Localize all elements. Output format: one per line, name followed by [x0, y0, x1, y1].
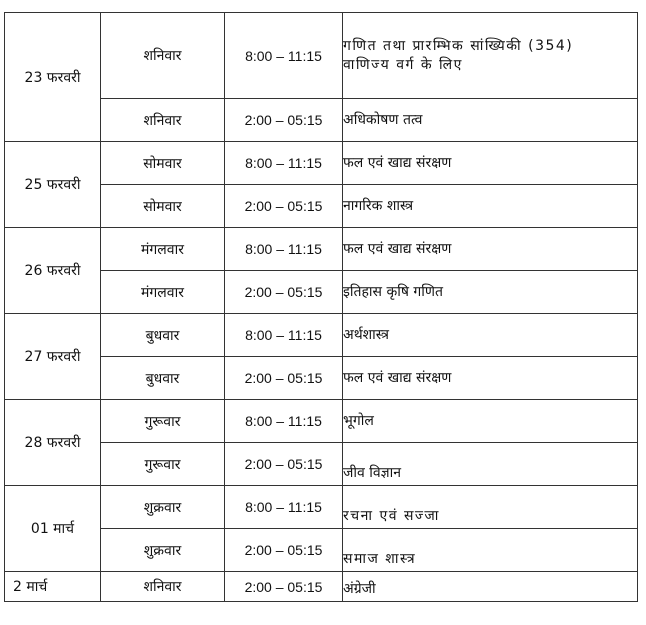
table-row — [5, 486, 638, 529]
exam-day: शनिवार — [101, 99, 225, 142]
exam-time: 2:00 – 05:15 — [225, 99, 343, 142]
exam-subject: फल एवं खाद्य संरक्षण — [343, 357, 638, 400]
exam-time: 8:00 – 11:15 — [225, 13, 343, 99]
exam-day: शनिवार — [101, 572, 225, 602]
exam-day: गुरूवार — [101, 400, 225, 443]
exam-subject-text: रचना एवं सज्जा — [343, 508, 440, 524]
exam-date: 27 फरवरी — [5, 314, 101, 400]
exam-subject — [343, 529, 638, 572]
exam-day: मंगलवार — [101, 228, 225, 271]
table-row — [5, 228, 638, 271]
table-row — [5, 572, 638, 602]
exam-subject — [343, 13, 638, 99]
exam-time: 2:00 – 05:15 — [225, 443, 343, 486]
table-row — [5, 400, 638, 443]
exam-subject-line1: गणित तथा प्रारम्भिक सांख्यिकी (354) — [343, 37, 574, 54]
exam-subject — [343, 486, 638, 529]
exam-subject: फल एवं खाद्य संरक्षण — [343, 142, 638, 185]
exam-subject: अधिकोषण तत्व — [343, 99, 638, 142]
exam-subject: अंग्रेजी — [343, 572, 638, 602]
exam-time: 2:00 – 05:15 — [225, 357, 343, 400]
exam-time: 8:00 – 11:15 — [225, 486, 343, 529]
exam-time: 8:00 – 11:15 — [225, 142, 343, 185]
exam-schedule-table — [4, 12, 638, 602]
exam-time: 2:00 – 05:15 — [225, 572, 343, 602]
exam-date: 2 मार्च — [5, 572, 101, 602]
exam-subject: इतिहास कृषि गणित — [343, 271, 638, 314]
exam-day: बुधवार — [101, 357, 225, 400]
exam-date: 01 मार्च — [5, 486, 101, 572]
exam-day: शनिवार — [101, 13, 225, 99]
table-row — [5, 142, 638, 185]
exam-time: 8:00 – 11:15 — [225, 400, 343, 443]
exam-date: 28 फरवरी — [5, 400, 101, 486]
exam-subject-line2: वाणिज्य वर्ग के लिए — [343, 56, 463, 73]
exam-time: 2:00 – 05:15 — [225, 271, 343, 314]
exam-subject: भूगोल — [343, 400, 638, 443]
exam-time: 8:00 – 11:15 — [225, 314, 343, 357]
exam-time: 8:00 – 11:15 — [225, 228, 343, 271]
exam-date: 23 फरवरी — [5, 13, 101, 142]
exam-subject: अर्थशास्त्र — [343, 314, 638, 357]
exam-time: 2:00 – 05:15 — [225, 185, 343, 228]
exam-subject: फल एवं खाद्य संरक्षण — [343, 228, 638, 271]
exam-subject-text: समाज शास्त्र — [343, 551, 417, 567]
exam-day: बुधवार — [101, 314, 225, 357]
exam-day: मंगलवार — [101, 271, 225, 314]
exam-day: सोमवार — [101, 142, 225, 185]
exam-date: 26 फरवरी — [5, 228, 101, 314]
exam-date: 25 फरवरी — [5, 142, 101, 228]
exam-day: शुक्रवार — [101, 529, 225, 572]
exam-day: सोमवार — [101, 185, 225, 228]
table-row — [5, 13, 638, 99]
table-row — [5, 314, 638, 357]
exam-subject: जीव विज्ञान — [343, 443, 638, 486]
exam-time: 2:00 – 05:15 — [225, 529, 343, 572]
exam-day: गुरूवार — [101, 443, 225, 486]
exam-day: शुक्रवार — [101, 486, 225, 529]
exam-subject: नागरिक शास्त्र — [343, 185, 638, 228]
